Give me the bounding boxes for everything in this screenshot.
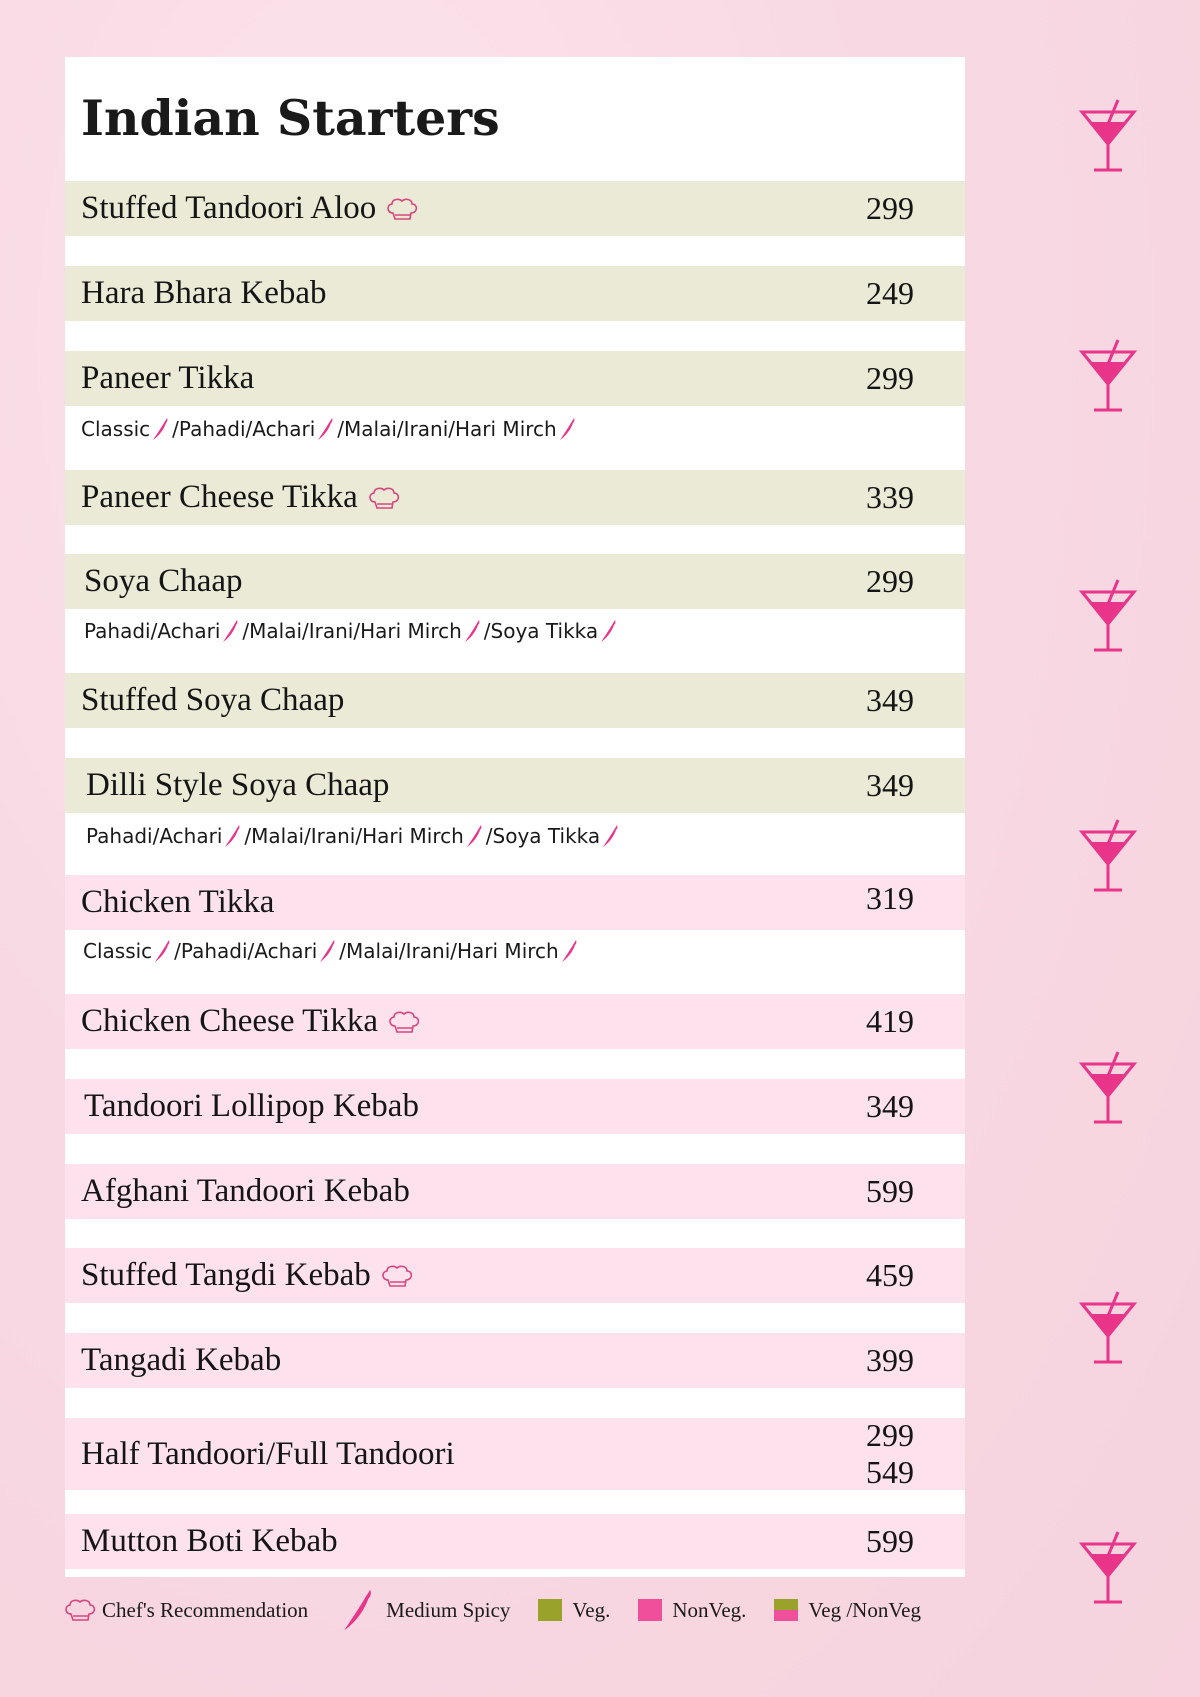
veg-swatch [538,1599,562,1621]
menu-item [65,181,965,236]
menu-item [65,1248,965,1303]
item-name: Paneer Tikka [81,360,255,396]
menu-card [65,57,965,1577]
item-variants: Classic /Pahadi/Achari /Malai/Irani/Hari Mirch [81,411,579,447]
item-price: 299 [866,563,914,599]
menu-item [65,1514,965,1569]
menu-item [65,266,965,321]
chef-hat-icon [366,485,402,511]
legend [62,1590,982,1630]
chili-icon [560,938,580,964]
item-name: Half Tandoori/Full Tandoori [81,1435,455,1472]
menu-item [65,994,965,1049]
menu-item [65,758,965,813]
menu-item [65,470,965,525]
item-price: 599 [866,1173,914,1209]
item-name: Hara Bhara Kebab [81,275,327,311]
item-price: 349 [866,1088,914,1124]
item-price: 459 [866,1257,914,1293]
item-price-full: 549 [866,1454,914,1490]
item-name: Stuffed Tandoori Aloo [81,190,377,226]
nonveg-swatch [638,1599,662,1621]
legend-chef: Chef's Recommendation [62,1597,308,1623]
chili-icon [599,618,619,644]
menu-item [65,1418,965,1490]
item-price-half: 299 [866,1417,914,1453]
menu-item [65,351,965,406]
menu-item [65,875,965,930]
item-name: Paneer Cheese Tikka [81,479,358,515]
item-name: Tangadi Kebab [81,1342,282,1378]
legend-nonveg: NonVeg. [638,1598,746,1623]
item-price: 599 [866,1523,914,1559]
menu-item [65,1333,965,1388]
item-name: Chicken Tikka [81,884,275,920]
martini-glass-icon [1078,578,1138,654]
martini-glass-icon [1078,818,1138,894]
chili-icon [316,416,336,442]
chili-icon [318,938,338,964]
item-name: Dilli Style Soya Chaap [86,767,390,803]
item-price: 339 [866,479,914,515]
legend-veg: Veg. [538,1598,610,1623]
menu-item [65,673,965,728]
chili-icon [465,823,485,849]
item-variants: Classic /Pahadi/Achari /Malai/Irani/Hari Mirch [83,933,581,969]
mixed-swatch [774,1599,798,1621]
item-name: Tandoori Lollipop Kebab [84,1088,419,1124]
chili-icon [601,823,621,849]
item-name: Stuffed Soya Chaap [81,682,345,718]
martini-glass-icon [1078,1050,1138,1126]
chili-icon [463,618,483,644]
martini-glass-icon [1078,338,1138,414]
chili-icon [558,416,578,442]
item-price: 299 [866,190,914,226]
item-name: Stuffed Tangdi Kebab [81,1257,371,1293]
item-name: Soya Chaap [84,563,243,599]
item-price: 399 [866,1342,914,1378]
menu-item [65,1079,965,1134]
chili-icon [151,416,171,442]
item-price: 349 [866,767,914,803]
item-variants: Pahadi/Achari /Malai/Irani/Hari Mirch /Soya Tikka [86,818,622,854]
legend-spicy: Medium Spicy [336,1586,510,1634]
item-variants: Pahadi/Achari /Malai/Irani/Hari Mirch /Soya Tikka [84,613,620,649]
item-name: Afghani Tandoori Kebab [81,1173,410,1209]
item-name: Chicken Cheese Tikka [81,1003,378,1039]
martini-glass-icon [1078,1290,1138,1366]
chili-icon [153,938,173,964]
item-price: 319 [866,880,914,916]
chili-icon [223,823,243,849]
item-price: 419 [866,1003,914,1039]
martini-glass-icon [1078,98,1138,174]
menu-item [65,1164,965,1219]
item-price: 249 [866,275,914,311]
item-name: Mutton Boti Kebab [81,1523,338,1559]
menu-item [65,554,965,609]
chili-icon [336,1586,382,1634]
chef-hat-icon [379,1263,415,1289]
chef-hat-icon [62,1597,98,1623]
item-price: 349 [866,682,914,718]
chef-hat-icon [386,1009,422,1035]
item-price: 299 [866,360,914,396]
chili-icon [221,618,241,644]
chef-hat-icon [384,196,420,222]
page-title: Indian Starters [81,89,500,147]
martini-glass-icon [1078,1530,1138,1606]
legend-mixed: Veg /NonVeg [774,1598,921,1623]
